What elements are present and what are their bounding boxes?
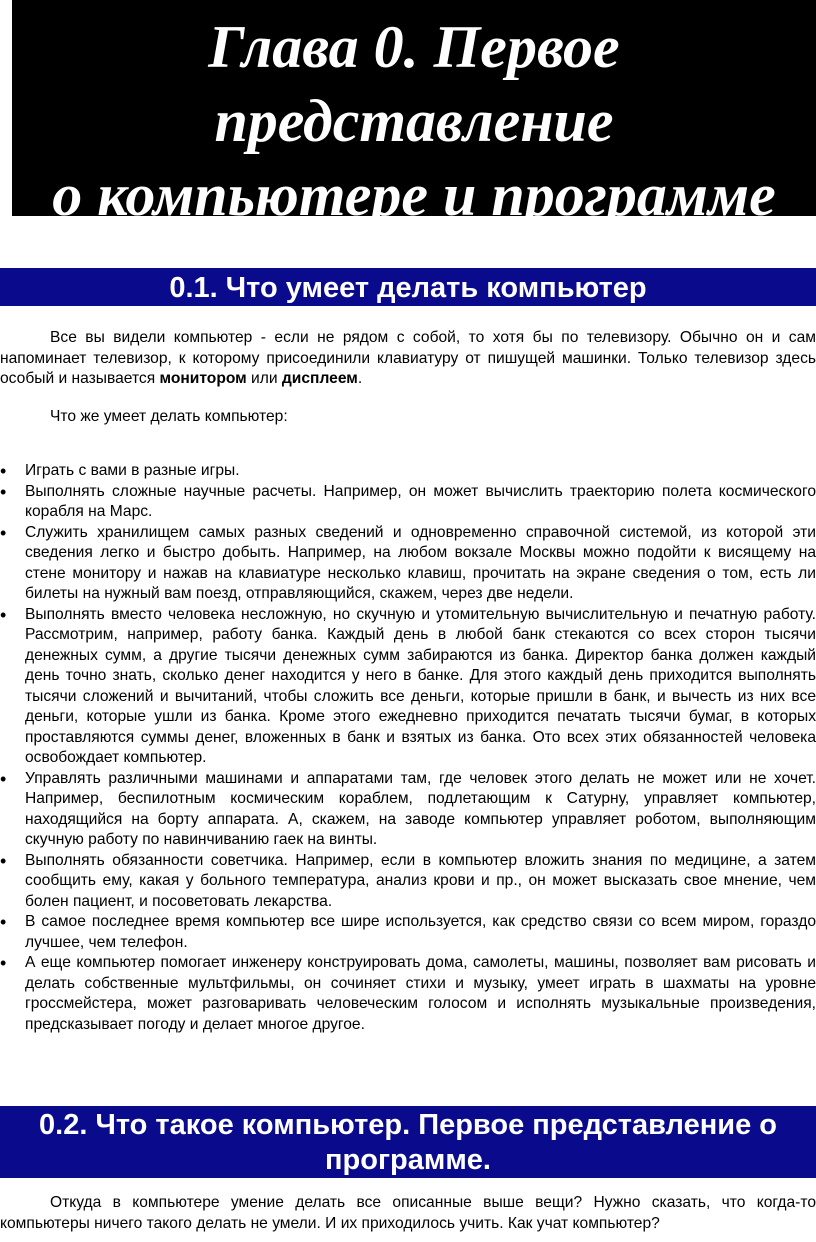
question-text: Что же умеет делать компьютер: <box>50 408 288 425</box>
section-heading-0-2 <box>0 1106 816 1178</box>
list-item <box>0 953 816 1035</box>
list-item-text: Выполнять вместо человека несложную, но скучную и утомительную вычислительную и печатную работу. Рассмотрим, например, работу банка. Каждый день в любой банк стекаются со всех сторон тысячи денежных сумм, а другие тысячи денежных сумм забираются из банка. Директор банка должен каждый день точно знать, сколько денег находится у него в банке. Для этого каждый день приходится выполнять тысячи сложений и вычитаний, чтобы сложить все деньги, которые пришли в банк, и вычесть из них все деньги, которые ушли из банка. Кроме этого ежедневно приходится печатать тысячи бумаг, в которых проставляются суммы денег, вложенных в банк и взятых из банка. Ото всех этих обязанностей человека освобождает компьютер. <box>25 605 816 766</box>
bullet-icon <box>0 912 14 935</box>
chapter-header <box>12 0 816 228</box>
list-item-text: Выполнять обязанности советчика. Например, если в компьютер вложить знания по медицине, а затем сообщить ему, какая у больного температура, анализ крови и пр., он может высказать свое мнение, чем болен пациент, и посоветовать лекарства. <box>25 851 816 910</box>
bullet-icon <box>0 523 14 546</box>
section-2-text: Откуда в компьютере умение делать все описанные выше вещи? Нужно сказать, что когда-то компьютеры ничего такого делать не умели. И их приходилось учить. Как учат компьютер? <box>0 1194 816 1232</box>
list-item <box>0 482 816 523</box>
list-item <box>0 523 816 605</box>
term-monitor: монитором <box>159 370 247 387</box>
question-paragraph <box>0 407 816 428</box>
section-heading-0-1: 0.1. Что умеет делать компьютер <box>0 268 816 306</box>
list-item <box>0 461 816 482</box>
list-item-text: Служить хранилищем самых разных сведений и одновременно справочной системой, из которой эти сведения легко и быстро добыть. Например, на любом вокзале Москвы можно подойти к висящему на стене монитору и нажав на клавиатуре несколько клавиш, прочитать на экране сведения о том, есть ли билеты на нужный вам поезд, отправляющийся, скажем, через две недели. <box>25 523 816 602</box>
list-item-text: В самое последнее время компьютер все шире используется, как средство связи со всем миром, гораздо лучшее, чем телефон. <box>25 913 816 951</box>
list-item-text: Управлять различными машинами и аппаратами там, где человек этого делать не может или не хочет. Например, беспилотным космическим кораблем, подлетающим к Сатурну, управляет компьютер, находящийся на борту аппарата. А, скажем, на заводе компьютер управляет роботом, выполняющим скучную работу по навинчиванию гаек на винты. <box>25 769 816 848</box>
list-item <box>0 605 816 769</box>
list-item <box>0 912 816 953</box>
intro-paragraph <box>0 328 816 390</box>
chapter-title <box>12 10 816 232</box>
term-display: дисплеем <box>281 370 358 387</box>
chapter-title-line-2: представление <box>214 88 614 154</box>
section-heading-line-2: программе. <box>325 1144 491 1176</box>
list-item-text: А еще компьютер помогает инженеру конструировать дома, самолеты, машины, позволяет вам рисовать и делать собственные мультфильмы, он сочиняет стихи и музыку, умеет играть в шахматы на уровне гроссмейстера, может разговаривать человеческим голосом и исполнять музыкальные произведения, предсказывает погоду и делает многое другое. <box>25 954 816 1033</box>
chapter-title-line-1: Глава 0. Первое <box>208 14 620 80</box>
section-2-paragraph <box>0 1193 816 1234</box>
capabilities-list <box>0 461 816 1035</box>
list-item-text: Выполнять сложные научные расчеты. Например, он может вычислить траекторию полета космического корабля на Марс. <box>25 482 816 520</box>
list-item <box>0 851 816 913</box>
bullet-icon <box>0 851 14 874</box>
intro-end: . <box>357 370 363 387</box>
bullet-icon <box>0 605 14 628</box>
bullet-icon <box>0 953 14 976</box>
chapter-title-line-3: о компьютере и программе <box>52 162 776 228</box>
bullet-icon <box>0 769 14 792</box>
bullet-icon <box>0 461 14 484</box>
intro-text: Все вы видели компьютер - если не рядом с собой, то хотя бы по телевизору. Обычно он и сам напоминает телевизор, к которому присоединили клавиатуру от пишущей машинки. Только телевизор здесь особый и называется <box>0 329 816 387</box>
section-heading-line-1: 0.2. Что такое компьютер. Первое представление о <box>39 1109 777 1141</box>
list-item <box>0 769 816 851</box>
intro-connector: или <box>246 370 282 387</box>
bullet-icon <box>0 482 14 505</box>
list-item-text: Играть с вами в разные игры. <box>25 462 240 479</box>
